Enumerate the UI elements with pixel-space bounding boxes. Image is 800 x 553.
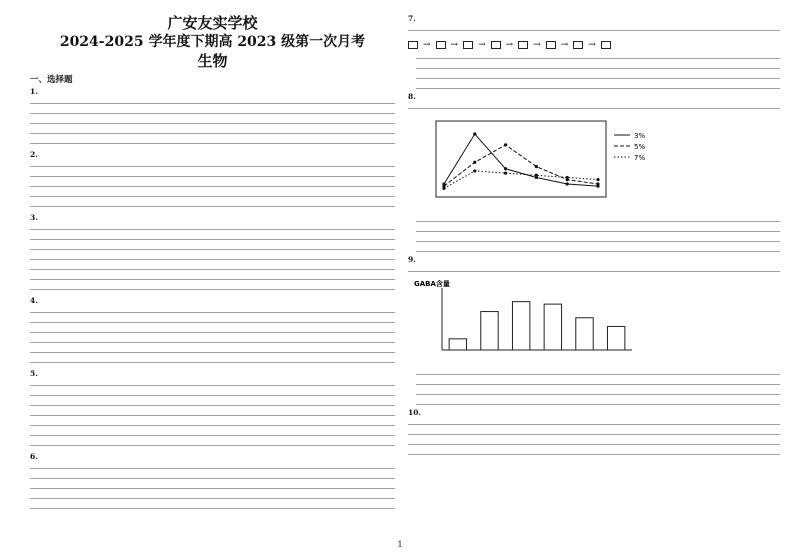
question-4 (30, 296, 395, 366)
question-3 (30, 213, 395, 293)
legend-label: 5% (634, 143, 646, 151)
subject-title: 生物 (197, 52, 228, 70)
arrow-icon: → (560, 40, 569, 50)
question-number: 9. (408, 255, 416, 264)
question-number: 7. (408, 14, 416, 23)
chart-title: GABA含量 (414, 280, 450, 288)
question-lines (408, 424, 780, 458)
question-1 (30, 87, 395, 147)
data-point (442, 187, 445, 190)
arrow-icon: → (505, 40, 514, 50)
question-number: 8. (408, 92, 416, 101)
question-lines (30, 385, 395, 449)
data-point (504, 167, 507, 170)
question-number: 4. (30, 296, 38, 305)
bar-chart (408, 278, 668, 364)
data-point (596, 178, 599, 181)
plot-frame (436, 121, 606, 197)
question-number: 6. (30, 452, 38, 461)
data-point (566, 176, 569, 179)
section-heading: 一、选择题 (30, 75, 73, 85)
data-point (504, 143, 507, 146)
arrow-icon: → (423, 40, 431, 50)
option-lines (408, 58, 780, 92)
question-lines (30, 103, 395, 147)
exam-title: 2024-2025 学年度下期高 2023 级第一次月考 (59, 34, 366, 50)
bar (512, 302, 529, 350)
arrow-icon: → (478, 40, 486, 50)
question-9 (408, 255, 780, 275)
flow-step (518, 41, 528, 49)
title-block (30, 14, 395, 71)
bar (607, 326, 624, 350)
question-lines (408, 30, 780, 34)
process-flowchart (408, 40, 780, 50)
flow-step (463, 41, 473, 49)
question-2 (30, 150, 395, 210)
data-point (473, 169, 476, 172)
question-number: 2. (30, 150, 38, 159)
question-10 (408, 408, 780, 458)
flow-step (601, 41, 611, 49)
flow-step (408, 41, 418, 49)
arrow-icon: → (450, 40, 459, 50)
question-lines (408, 271, 780, 275)
right-column (408, 14, 780, 461)
question-lines (408, 108, 780, 112)
question-5 (30, 369, 395, 449)
question-7 (408, 14, 780, 34)
question-lines (30, 229, 395, 293)
bar (576, 318, 593, 350)
data-point (504, 172, 507, 175)
school-name: 广安友实学校 (167, 14, 258, 32)
bar (481, 312, 498, 350)
question-number: 10. (408, 408, 422, 417)
bar (449, 339, 466, 350)
series-line (444, 134, 598, 186)
question-number: 3. (30, 213, 38, 222)
flow-step (436, 41, 446, 49)
question-lines (30, 166, 395, 210)
option-lines (408, 374, 780, 408)
question-lines (30, 468, 395, 512)
data-point (473, 132, 476, 135)
series-line (444, 145, 598, 186)
page-number: 1 (397, 540, 403, 549)
flow-step (491, 41, 501, 49)
flow-step (546, 41, 556, 49)
question-number: 5. (30, 369, 38, 378)
data-point (473, 161, 476, 164)
data-point (535, 174, 538, 177)
data-point (535, 165, 538, 168)
option-lines (408, 221, 780, 255)
bar (544, 304, 561, 350)
flow-step (573, 41, 583, 49)
data-point (596, 182, 599, 185)
arrow-icon: → (588, 40, 596, 50)
legend-label: 3% (634, 132, 646, 140)
question-lines (30, 312, 395, 366)
question-8 (408, 92, 780, 112)
question-6 (30, 452, 395, 512)
line-chart (408, 115, 668, 211)
question-number: 1. (30, 87, 38, 96)
legend-label: 7% (634, 154, 646, 162)
arrow-icon: → (533, 40, 541, 50)
data-point (566, 182, 569, 185)
left-column (30, 14, 395, 515)
